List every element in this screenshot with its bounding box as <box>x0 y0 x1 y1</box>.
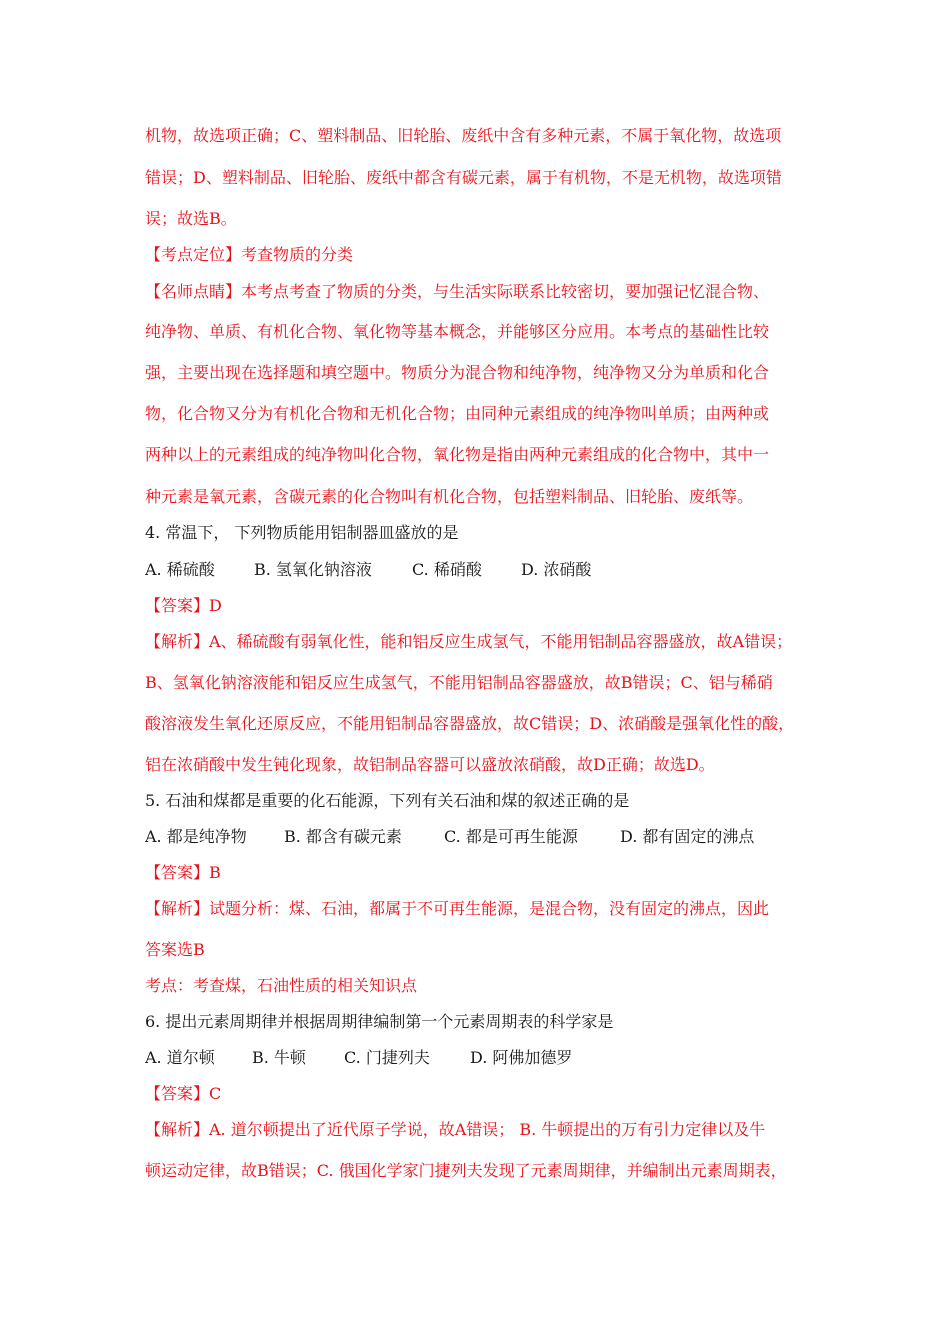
q5-explanation-line-1: 【解析】试题分析：煤、石油，都属于不可再生能源，是混合物，没有固定的沸点，因此 <box>145 899 770 918</box>
q3-mingshi-line-4: 物，化合物又分为有机化合物和无机化合物；由同种元素组成的纯净物叫单质；由两种或 <box>145 404 770 423</box>
q3-explanation-line-1: 机物，故选项正确；C、塑料制品、旧轮胎、废纸中含有多种元素，不属于氧化物，故选项 <box>145 126 782 145</box>
q6-answer: 【答案】C <box>145 1084 222 1103</box>
q5-answer: 【答案】B <box>145 863 221 882</box>
q5-stem: 5. 石油和煤都是重要的化石能源，下列有关石油和煤的叙述正确的是 <box>145 791 630 810</box>
q5-explanation-line-2: 答案选B <box>145 940 205 959</box>
q3-mingshi-line-5: 两种以上的元素组成的纯净物叫化合物，氧化物是指由两种元素组成的化合物中，其中一 <box>145 445 770 464</box>
q3-mingshi-line-2: 纯净物、单质、有机化合物、氧化物等基本概念，并能够区分应用。本考点的基础性比较 <box>145 322 770 341</box>
q5-option-c: C. 都是可再生能源 <box>444 827 578 846</box>
q4-options <box>145 559 825 581</box>
q6-option-a: A. 道尔顿 <box>145 1048 215 1067</box>
q4-option-c: C. 稀硝酸 <box>412 560 482 579</box>
q6-option-c: C. 门捷列夫 <box>344 1048 430 1067</box>
q3-explanation-line-2: 错误；D、塑料制品、旧轮胎、废纸中都含有碳元素，属于有机物，不是无机物，故选项错 <box>145 168 782 187</box>
q4-explanation-line-2: B、氢氧化钠溶液能和铝反应生成氢气，不能用铝制品容器盛放，故B错误；C、铝与稀硝 <box>145 673 773 692</box>
q3-mingshi-line-6: 种元素是氧元素，含碳元素的化合物叫有机化合物，包括塑料制品、旧轮胎、废纸等。 <box>145 487 754 506</box>
q3-mingshi-line-1: 【名师点睛】本考点考查了物质的分类，与生活实际联系比较密切，要加强记忆混合物、 <box>145 282 770 301</box>
q4-option-d: D. 浓硝酸 <box>521 560 592 579</box>
q5-option-b: B. 都含有碳元素 <box>284 827 402 846</box>
q5-kaodian: 考点：考查煤，石油性质的相关知识点 <box>145 976 418 995</box>
q4-stem: 4. 常温下， 下列物质能用铝制器皿盛放的是 <box>145 523 459 542</box>
q3-explanation-line-3: 误；故选B。 <box>145 209 237 228</box>
q4-answer: 【答案】D <box>145 596 222 615</box>
q3-kaodian: 【考点定位】考查物质的分类 <box>145 245 354 264</box>
q5-option-a: A. 都是纯净物 <box>145 827 247 846</box>
q4-option-b: B. 氢氧化钠溶液 <box>254 560 372 579</box>
q4-explanation-line-3: 酸溶液发生氧化还原反应，不能用铝制品容器盛放，故C错误；D、浓硝酸是强氧化性的酸， <box>145 714 795 733</box>
q5-option-d: D. 都有固定的沸点 <box>620 827 755 846</box>
q4-option-a: A. 稀硫酸 <box>145 560 215 579</box>
q6-options <box>145 1047 825 1069</box>
q4-explanation-line-1: 【解析】A、稀硫酸有弱氧化性，能和铝反应生成氢气，不能用铝制品容器盛放，故A错误； <box>145 632 793 651</box>
q6-stem: 6. 提出元素周期律并根据周期律编制第一个元素周期表的科学家是 <box>145 1012 614 1031</box>
q6-option-d: D. 阿佛加德罗 <box>470 1048 573 1067</box>
q6-option-b: B. 牛顿 <box>252 1048 306 1067</box>
q6-explanation-line-2: 顿运动定律，故B错误；C. 俄国化学家门捷列夫发现了元素周期律，并编制出元素周期表， <box>145 1161 787 1180</box>
q4-explanation-line-4: 铝在浓硝酸中发生钝化现象，故铝制品容器可以盛放浓硝酸，故D正确；故选D。 <box>145 755 715 774</box>
q6-explanation-line-1: 【解析】A. 道尔顿提出了近代原子学说，故A错误； B. 牛顿提出的万有引力定律以及牛 <box>145 1120 766 1139</box>
q5-options <box>145 826 825 848</box>
q3-mingshi-line-3: 强，主要出现在选择题和填空题中。物质分为混合物和纯净物，纯净物又分为单质和化合 <box>145 363 770 382</box>
